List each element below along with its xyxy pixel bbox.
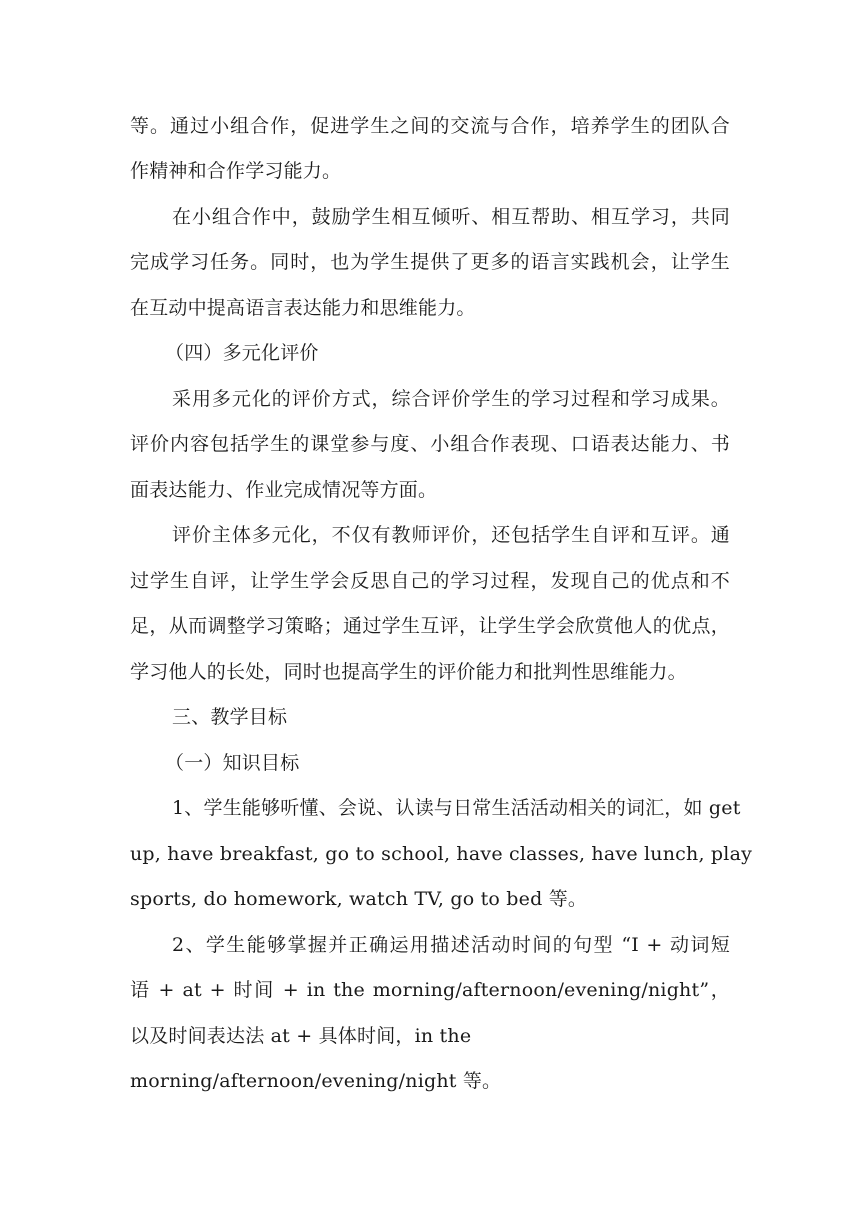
paragraph-line: up, have breakfast, go to school, have classes, have lunch, play — [130, 843, 753, 865]
section-heading: 三、教学目标 — [172, 706, 288, 728]
paragraph-line: 作精神和合作学习能力。 — [130, 160, 342, 182]
paragraph-line: 等。通过小组合作，促进学生之间的交流与合作，培养学生的团队合 — [130, 115, 730, 137]
paragraph-line: 在互动中提高语言表达能力和思维能力。 — [130, 297, 476, 319]
paragraph-line: sports, do homework, watch TV, go to bed 等。 — [130, 888, 588, 910]
paragraph-line: 面表达能力、作业完成情况等方面。 — [130, 479, 438, 501]
paragraph-line: 语 + at + 时间 + in the morning/afternoon/evening/night”， — [130, 979, 730, 1001]
section-heading: （四）多元化评价 — [165, 342, 319, 364]
paragraph-line: 学习他人的长处，同时也提高学生的评价能力和批判性思维能力。 — [130, 661, 687, 683]
subsection-heading: （一）知识目标 — [165, 752, 300, 774]
paragraph-line: 完成学习任务。同时，也为学生提供了更多的语言实践机会，让学生 — [130, 251, 730, 273]
paragraph-line: 在小组合作中，鼓励学生相互倾听、相互帮助、相互学习，共同 — [172, 206, 730, 228]
paragraph-line: 采用多元化的评价方式，综合评价学生的学习过程和学习成果。 — [172, 388, 730, 410]
paragraph-line: 足，从而调整学习策略；通过学生互评，让学生学会欣赏他人的优点， — [130, 615, 730, 637]
paragraph-line: 1、学生能够听懂、会说、认读与日常生活活动相关的词汇，如 get — [172, 797, 741, 819]
paragraph-line: 以及时间表达法 at + 具体时间，in the — [130, 1025, 472, 1047]
paragraph-line: 评价主体多元化，不仅有教师评价，还包括学生自评和互评。通 — [172, 524, 730, 546]
paragraph-line: 2、学生能够掌握并正确运用描述活动时间的句型 “I + 动词短 — [172, 934, 730, 956]
paragraph-line: 过学生自评，让学生学会反思自己的学习过程，发现自己的优点和不 — [130, 570, 730, 592]
paragraph-line: morning/afternoon/evening/night 等。 — [130, 1070, 502, 1092]
paragraph-line: 评价内容包括学生的课堂参与度、小组合作表现、口语表达能力、书 — [130, 433, 730, 455]
